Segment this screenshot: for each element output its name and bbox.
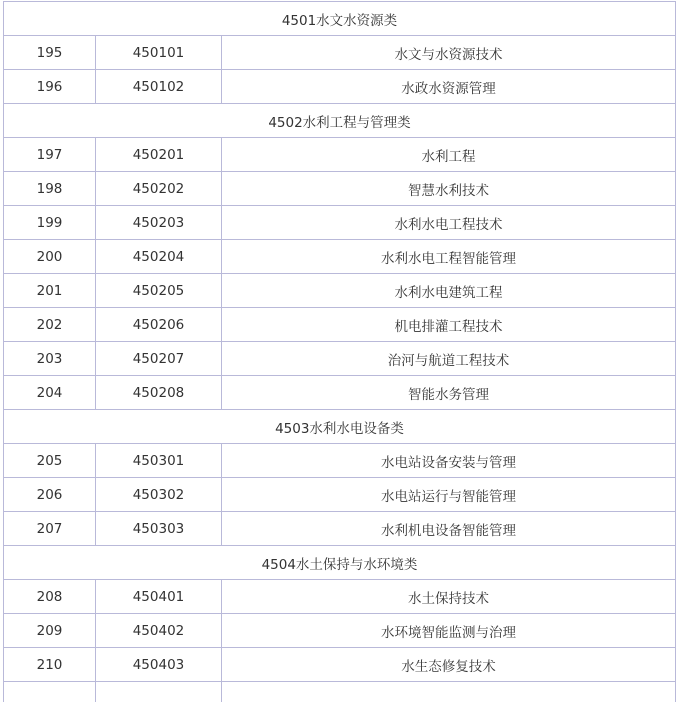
major-name: 水文与水资源技术 <box>222 36 676 70</box>
category-title: 4503水利水电设备类 <box>4 410 676 444</box>
table-row <box>4 138 676 172</box>
row-number: 200 <box>4 240 96 274</box>
row-number: 204 <box>4 376 96 410</box>
major-name: 水环境智能监测与治理 <box>222 614 676 648</box>
major-name: 水电站运行与智能管理 <box>222 478 676 512</box>
major-code: 450301 <box>96 444 222 478</box>
table-row <box>4 648 676 682</box>
row-number: 198 <box>4 172 96 206</box>
row-number: 205 <box>4 444 96 478</box>
major-code-empty <box>96 682 222 702</box>
category-title: 4502水利工程与管理类 <box>4 104 676 138</box>
major-code: 450208 <box>96 376 222 410</box>
table-row <box>4 444 676 478</box>
major-name: 机电排灌工程技术 <box>222 308 676 342</box>
major-code: 450303 <box>96 512 222 546</box>
major-name: 水生态修复技术 <box>222 648 676 682</box>
major-name: 水利机电设备智能管理 <box>222 512 676 546</box>
row-number: 207 <box>4 512 96 546</box>
major-name: 智能水务管理 <box>222 376 676 410</box>
major-code: 450101 <box>96 36 222 70</box>
major-code: 450203 <box>96 206 222 240</box>
table-row <box>4 478 676 512</box>
category-row <box>4 104 676 138</box>
major-name: 水利水电工程智能管理 <box>222 240 676 274</box>
row-number: 203 <box>4 342 96 376</box>
row-number: 208 <box>4 580 96 614</box>
row-number: 195 <box>4 36 96 70</box>
major-code: 450206 <box>96 308 222 342</box>
major-name: 水土保持技术 <box>222 580 676 614</box>
table-row <box>4 70 676 104</box>
table-row <box>4 206 676 240</box>
major-catalog-table-wrapper <box>3 1 675 702</box>
table-row <box>4 172 676 206</box>
table-row <box>4 36 676 70</box>
row-number: 196 <box>4 70 96 104</box>
category-title: 4504水土保持与水环境类 <box>4 546 676 580</box>
major-code: 450202 <box>96 172 222 206</box>
major-code: 450205 <box>96 274 222 308</box>
major-name: 水利工程 <box>222 138 676 172</box>
major-code: 450207 <box>96 342 222 376</box>
table-row <box>4 376 676 410</box>
major-code: 450403 <box>96 648 222 682</box>
major-name: 水政水资源管理 <box>222 70 676 104</box>
row-number: 202 <box>4 308 96 342</box>
major-name: 水电站设备安装与管理 <box>222 444 676 478</box>
major-catalog-table <box>3 1 676 702</box>
row-number: 209 <box>4 614 96 648</box>
row-number: 201 <box>4 274 96 308</box>
row-number-empty <box>4 682 96 702</box>
major-code: 450102 <box>96 70 222 104</box>
row-number: 206 <box>4 478 96 512</box>
table-row <box>4 308 676 342</box>
major-code: 450201 <box>96 138 222 172</box>
table-row <box>4 614 676 648</box>
table-row <box>4 240 676 274</box>
category-row <box>4 410 676 444</box>
row-number: 210 <box>4 648 96 682</box>
major-code: 450302 <box>96 478 222 512</box>
major-name: 智慧水利技术 <box>222 172 676 206</box>
major-code: 450401 <box>96 580 222 614</box>
table-row <box>4 512 676 546</box>
major-name-empty <box>222 682 676 702</box>
major-name: 水利水电工程技术 <box>222 206 676 240</box>
major-code: 450204 <box>96 240 222 274</box>
table-row <box>4 274 676 308</box>
row-number: 197 <box>4 138 96 172</box>
category-title: 4501水文水资源类 <box>4 2 676 36</box>
category-row <box>4 2 676 36</box>
table-row <box>4 580 676 614</box>
row-number: 199 <box>4 206 96 240</box>
table-row-partial <box>4 682 676 702</box>
major-name: 水利水电建筑工程 <box>222 274 676 308</box>
major-name: 治河与航道工程技术 <box>222 342 676 376</box>
category-row <box>4 546 676 580</box>
table-row <box>4 342 676 376</box>
major-code: 450402 <box>96 614 222 648</box>
